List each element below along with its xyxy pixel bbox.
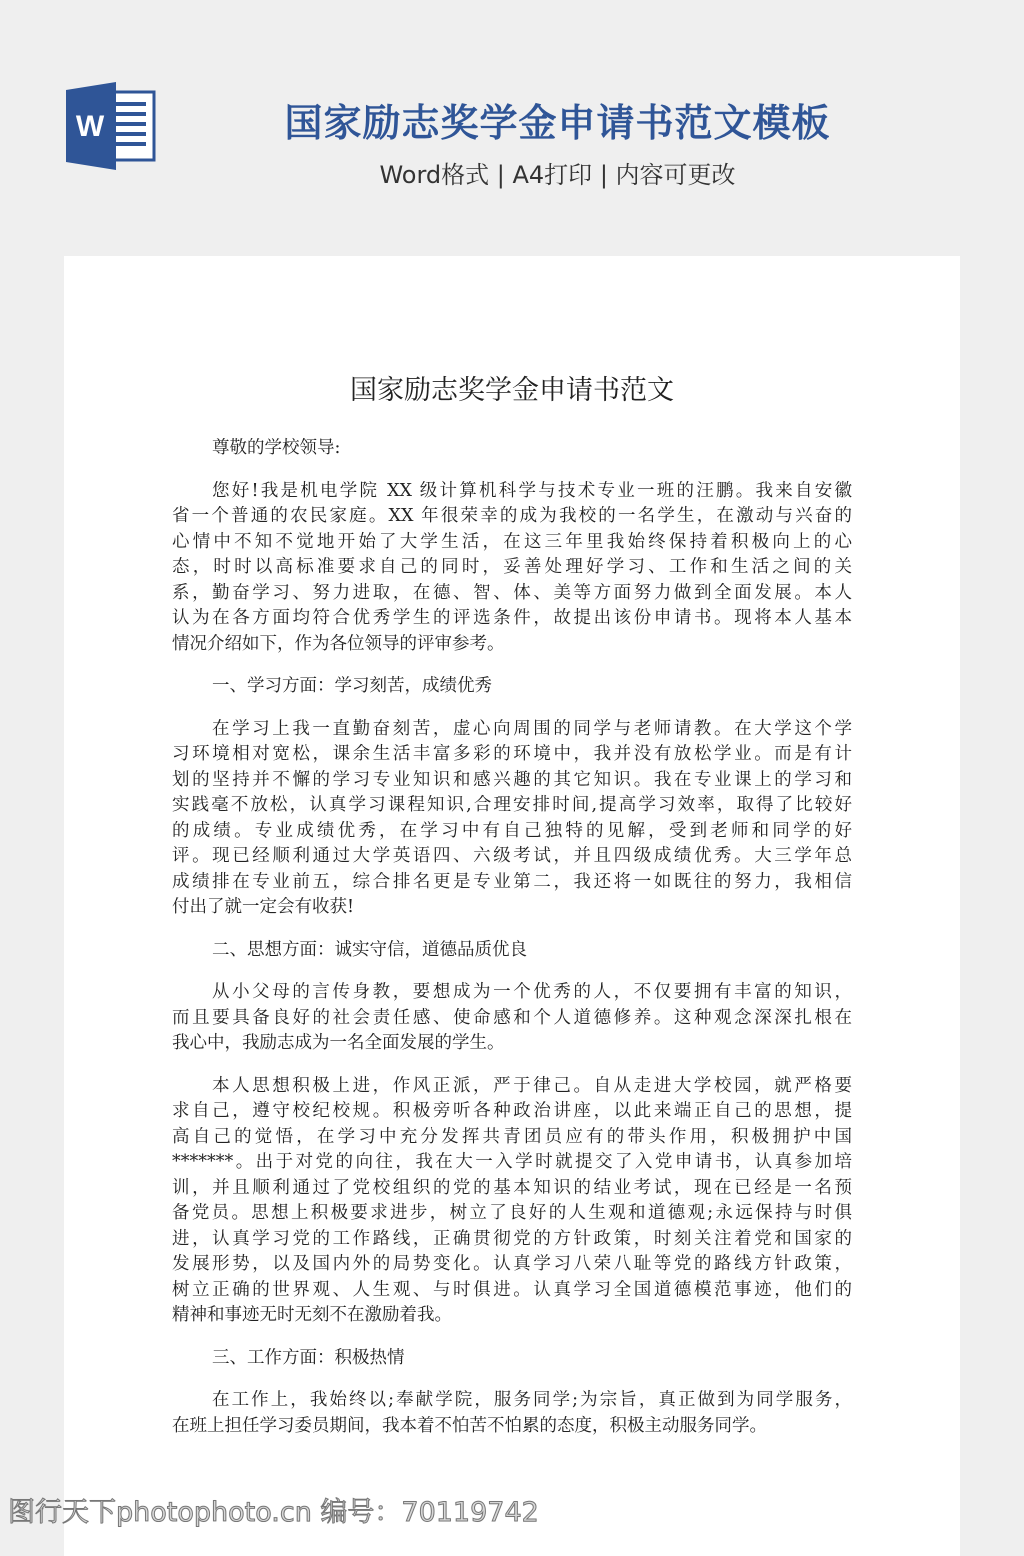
text-line: 树立正确的世界观、人生观、与时俱进。认真学习全国道德模范事迹，他们的 — [172, 1279, 852, 1300]
paragraph — [172, 1388, 852, 1439]
text-line: 求自己，遵守校纪校规。积极旁听各种政治讲座，以此来端正自己的思想，提 — [172, 1101, 852, 1121]
text-line: 认为在各方面均符合优秀学生的评选条件，故提出该份申请书。现将本人基本 — [172, 608, 852, 628]
text-line: 系，勤奋学习、努力进取，在德、智、体、美等方面努力做到全面发展。本人 — [172, 582, 852, 603]
text-line: 一、学习方面：学习刻苦，成绩优秀 — [212, 676, 492, 696]
salutation: 尊敬的学校领导: — [212, 438, 341, 458]
document-title: 国家励志奖学金申请书范文 — [350, 375, 674, 406]
paragraph — [172, 1074, 852, 1329]
paragraph — [172, 717, 852, 921]
text-line: 心情中不知不觉地开始了大学生活，在这三年里我始终保持着积极向上的心 — [172, 531, 852, 552]
text-line: 在工作上，我始终以;奉献学院，服务同学;为宗旨，真正做到为同学服务， — [212, 1390, 852, 1410]
section-heading — [172, 938, 852, 964]
text-line: 在学习上我一直勤奋刻苦，虚心向周围的同学与老师请教。在大学这个学 — [212, 718, 852, 739]
text-line: 情况介绍如下，作为各位领导的评审参考。 — [172, 633, 505, 654]
text-line: 训，并且顺利通过了党校组织的党的基本知识的结业考试，现在已经是一名预 — [172, 1177, 852, 1198]
text-line: 从小父母的言传身教，要想成为一个优秀的人，不仅要拥有丰富的知识， — [212, 982, 852, 1002]
text-line: 而且要具备良好的社会责任感、使命感和个人道德修养。这种观念深深扎根在 — [172, 1007, 852, 1028]
paragraph — [172, 479, 852, 658]
text-line: 习环境相对宽松，课余生活丰富多彩的环境中，我并没有放松学业。而是有计 — [172, 744, 852, 764]
paragraph — [172, 980, 852, 1057]
watermark: 图行天下photophoto.cn 编号：70119742 — [8, 1497, 539, 1528]
text-line: *******。出于对党的向往，我在大一入学时就提交了入党申请书，认真参加培 — [172, 1152, 852, 1172]
section-heading — [172, 674, 852, 700]
text-line: 本人思想积极上进，作风正派，严于律己。自从走进大学校园，就严格要 — [212, 1075, 852, 1096]
text-line: 我心中，我励志成为一名全面发展的学生。 — [172, 1033, 505, 1053]
text-line: 精神和事迹无时无刻不在激励着我。 — [172, 1305, 452, 1325]
word-document-icon — [66, 82, 156, 170]
section-heading — [172, 1346, 852, 1372]
text-line: 态，时时以高标准要求自己的同时，妥善处理好学习、工作和生活之间的关 — [172, 557, 852, 577]
header-subtitle: Word格式 | A4打印 | 内容可更改 — [379, 161, 736, 189]
text-line: 三、工作方面：积极热情 — [212, 1347, 405, 1368]
text-line: 的成绩。专业成绩优秀，在学习中有自己独特的见解，受到老师和同学的好 — [172, 820, 852, 841]
text-line: 进，认真学习党的工作路线，正确贯彻党的方针政策，时刻关注着党和国家的 — [172, 1228, 852, 1249]
text-line: 付出了就一定会有收获! — [172, 897, 355, 917]
text-line: 在班上担任学习委员期间，我本着不怕苦不怕累的态度，积极主动服务同学。 — [172, 1415, 767, 1436]
icon-letter: W — [75, 110, 105, 143]
text-line: 划的坚持并不懈的学习专业知识和感兴趣的其它知识。我在专业课上的学习和 — [172, 769, 852, 790]
text-line: 评。现已经顺利通过大学英语四、六级考试，并且四级成绩优秀。大三学年总 — [172, 846, 852, 866]
document-page — [64, 256, 960, 1556]
text-line: 您好!我是机电学院 XX 级计算机科学与技术专业一班的汪鹏。我来自安徽 — [212, 480, 852, 501]
document-body — [172, 436, 852, 1456]
text-line: 备党员。思想上积极要求进步，树立了良好的人生观和道德观;永远保持与时俱 — [172, 1203, 852, 1223]
text-line: 省一个普通的农民家庭。XX 年很荣幸的成为我校的一名学生，在激动与兴奋的 — [172, 506, 852, 526]
header-title: 国家励志奖学金申请书范文模板 — [284, 101, 831, 145]
text-line: 实践毫不放松，认真学习课程知识,合理安排时间,提高学习效率，取得了比较好 — [172, 795, 852, 815]
text-line: 成绩排在专业前五，综合排名更是专业第二，我还将一如既往的努力，我相信 — [172, 871, 852, 892]
text-line: 高自己的觉悟，在学习中充分发挥共青团员应有的带头作用，积极拥护中国 — [172, 1126, 852, 1147]
text-line: 发展形势，以及国内外的局势变化。认真学习八荣八耻等党的路线方针政策， — [172, 1254, 852, 1274]
text-line: 二、思想方面：诚实守信，道德品质优良 — [212, 939, 527, 960]
